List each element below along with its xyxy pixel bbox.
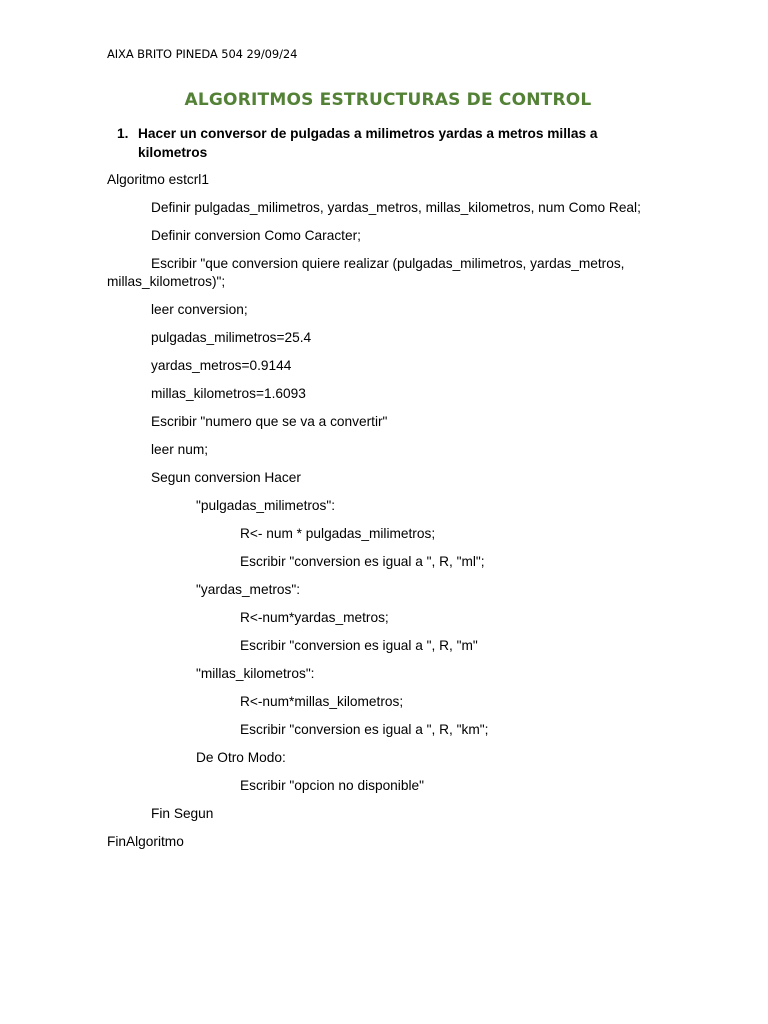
document-header: AIXA BRITO PINEDA 504 29/09/24 [107,47,298,61]
code-line-calc-millas: R<-num*millas_kilometros; [240,694,404,709]
task-item [117,125,637,162]
code-line-assign-millas: millas_kilometros=1.6093 [151,386,306,401]
code-line-define-reals: Definir pulgadas_milimetros, yardas_metros, millas_kilometros, num Como Real; [151,200,641,215]
code-line-read-number: leer num; [151,442,209,457]
code-line-print-millas: Escribir "conversion es igual a ", R, "km"; [240,722,489,737]
code-line-prompt-conversion: Escribir "que conversion quiere realizar (pulgadas_milimetros, yardas_metros, millas_kilometros)"; [107,256,625,289]
code-line-assign-pulgadas: pulgadas_milimetros=25.4 [151,330,312,345]
code-line-print-unavailable: Escribir "opcion no disponible" [240,778,424,793]
code-line-default-case: De Otro Modo: [196,750,286,765]
task-number: 1. [117,126,129,141]
code-line-case-millas: "millas_kilometros": [196,666,315,681]
task-text: Hacer un conversor de pulgadas a milimetros yardas a metros millas a kilometros [138,126,598,160]
algorithm-code [107,171,667,861]
code-line-assign-yardas: yardas_metros=0.9144 [151,358,292,373]
code-line-define-conversion: Definir conversion Como Caracter; [151,228,361,243]
code-line-algorithm-end: FinAlgoritmo [107,834,184,849]
code-line-read-conversion: leer conversion; [151,302,248,317]
code-line-case-yardas: "yardas_metros": [196,582,301,597]
code-line-case-pulgadas: "pulgadas_milimetros": [196,498,336,513]
code-line-segun: Segun conversion Hacer [151,470,301,485]
document-title: ALGORITMOS ESTRUCTURAS DE CONTROL [184,90,592,110]
code-line-print-yardas: Escribir "conversion es igual a ", R, "m" [240,638,478,653]
code-line-calc-pulgadas: R<- num * pulgadas_milimetros; [240,526,436,541]
code-line-prompt-number: Escribir "numero que se va a convertir" [151,414,388,429]
code-line-fin-segun: Fin Segun [151,806,214,821]
code-line-print-pulgadas: Escribir "conversion es igual a ", R, "ml"; [240,554,485,569]
code-line-algorithm-start: Algoritmo estcrl1 [107,172,209,187]
code-line-calc-yardas: R<-num*yardas_metros; [240,610,389,625]
